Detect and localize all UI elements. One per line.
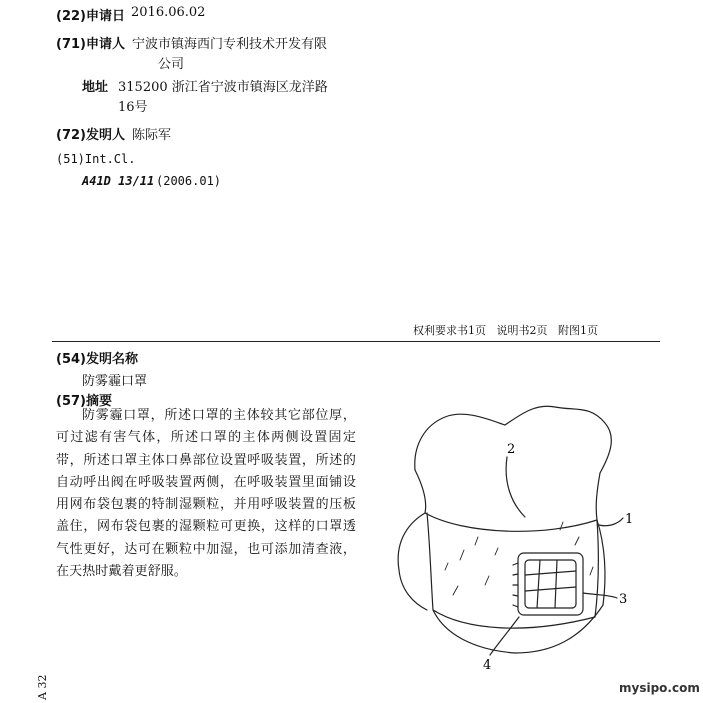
mask-opening (425, 513, 597, 531)
ipc-code: A41D 13/11 (82, 174, 155, 188)
figure-label-3: 3 (619, 592, 628, 607)
title-label: (54)发明名称 (56, 352, 138, 367)
mask-left-side (398, 513, 427, 610)
page-info: 权利要求书1页 说明书2页 附图1页 (413, 324, 598, 337)
address-label: 地址 (82, 80, 109, 95)
divider-rule (52, 341, 660, 342)
applicant-line2: 公司 (158, 57, 185, 72)
address-line2: 16号 (118, 100, 148, 115)
abstract-label: (57)摘要 (56, 394, 112, 409)
abstract-text: 防雾霾口罩，所述口罩的主体较其它部位厚，可过滤有害气体，所述口罩的主体两侧设置固定带，所述口罩主体口鼻部位设置呼吸装置，所述的自动呼出阀在呼吸装置两侧，在呼吸装置里面铺设用网布袋包裹的特制湿颗粒，并用呼吸装置的压板盖住，网布袋包裹的湿颗粒可更换，这样的口罩透气性更好，达可在颗粒中加湿，也可添加清查液，在天热时戴着更舒服。 (56, 408, 356, 580)
mask-top-flap (415, 406, 612, 520)
mask-figure (385, 395, 660, 680)
address-line1: 315200 浙江省宁波市镇海区龙洋路 (118, 80, 328, 95)
side-code: A 32 (36, 674, 49, 700)
mask-body (427, 513, 598, 628)
filing-date: 2016.06.02 (131, 5, 206, 20)
invention-title: 防雾霾口罩 (82, 374, 148, 389)
figure-label-1: 1 (625, 512, 634, 527)
respirator-frame (518, 553, 583, 615)
figure-label-2: 2 (507, 442, 516, 457)
figure-label-4: 4 (483, 658, 492, 673)
ipc-version: (2006.01) (156, 174, 222, 188)
applicant-label: (71)申请人 (56, 37, 125, 52)
applicant-line1: 宁波市镇海西门专利技术开发有限 (132, 37, 328, 52)
inventor-label: (72)发明人 (56, 128, 125, 143)
watermark: mysipo.com (619, 681, 700, 695)
filing-date-label: (22)申请日 (56, 9, 125, 24)
ipc-label: (51)Int.Cl. (56, 152, 136, 166)
inventor: 陈际军 (132, 128, 172, 143)
